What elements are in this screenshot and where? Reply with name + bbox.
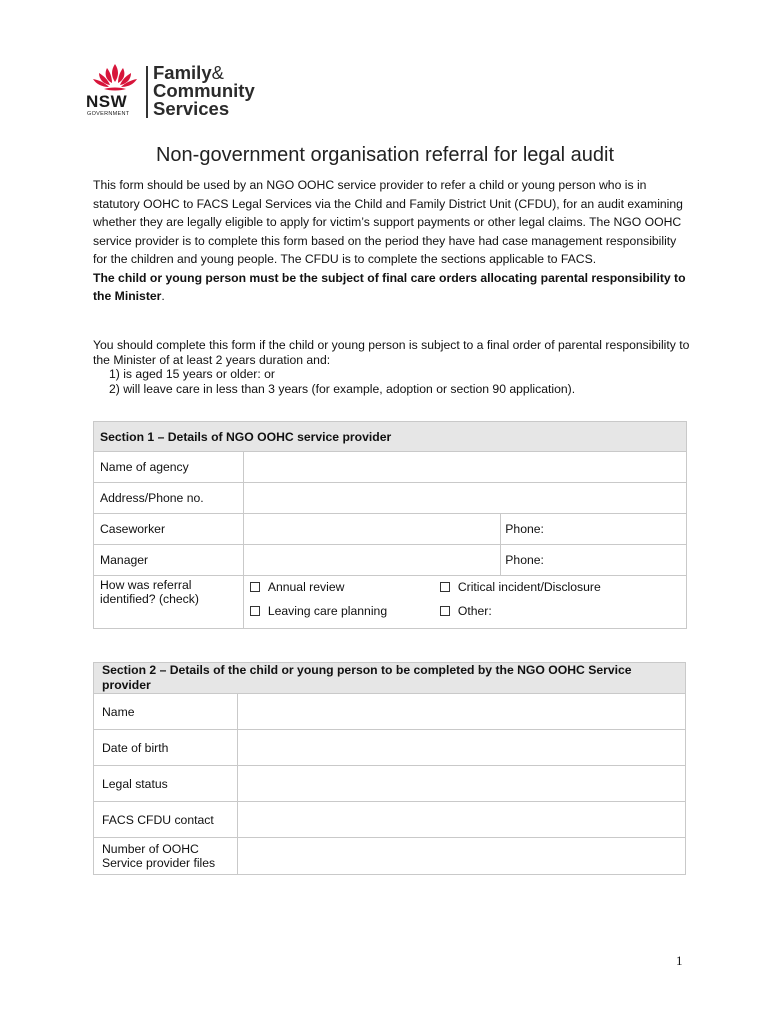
name-label: Name bbox=[94, 694, 238, 730]
checkbox[interactable] bbox=[250, 582, 260, 592]
nsw-fcs-logo bbox=[86, 62, 286, 122]
option-annual-review[interactable] bbox=[244, 580, 434, 604]
bold-period: . bbox=[161, 289, 165, 303]
phone-label: Phone: bbox=[505, 553, 544, 567]
option-label: Leaving care planning bbox=[267, 604, 388, 618]
option-label: Critical incident/Disclosure bbox=[457, 580, 601, 594]
page-number: 1 bbox=[676, 953, 683, 968]
facs-cfdu-contact-label: FACS CFDU contact bbox=[94, 802, 238, 838]
checkbox[interactable] bbox=[440, 582, 450, 592]
fcs-line-1: Family bbox=[153, 62, 212, 83]
legal-status-label: Legal status bbox=[94, 766, 238, 802]
nsw-wordmark: NSW bbox=[86, 92, 128, 111]
page-title: Non-government organisation referral for legal audit bbox=[155, 144, 615, 166]
criteria-item: 2) will leave care in less than 3 years (for example, adoption or section 90 application). bbox=[109, 381, 576, 396]
caseworker-label: Caseworker bbox=[94, 514, 244, 545]
government-wordmark: GOVERNMENT bbox=[87, 111, 130, 117]
date-of-birth-label: Date of birth bbox=[94, 730, 238, 766]
option-critical-incident[interactable] bbox=[434, 580, 686, 604]
name-field[interactable] bbox=[237, 694, 685, 730]
waratah-icon bbox=[90, 62, 140, 92]
option-other[interactable] bbox=[434, 604, 686, 628]
intro-paragraph: This form should be used by an NGO OOHC service provider to refer a child or young person who is in statutory OOHC to FACS Legal Services via the Child and Family District Unit (CFDU), for an audit examining whether they are legally eligible to apply for victim’s support payments or other legal claims. The NGO OOHC service provider is to complete this form based on the period they have had case management responsibility for the children and young people. The CFDU is to complete the sections applicable to FACS. bbox=[93, 178, 683, 266]
referral-options bbox=[244, 580, 686, 628]
manager-phone-field[interactable] bbox=[501, 545, 687, 576]
option-label: Annual review bbox=[267, 580, 345, 594]
name-of-agency-field[interactable] bbox=[243, 452, 686, 483]
caseworker-phone-field[interactable] bbox=[501, 514, 687, 545]
intro-text bbox=[93, 176, 693, 306]
checkbox[interactable] bbox=[250, 606, 260, 616]
intro-bold-statement bbox=[93, 269, 693, 306]
checkbox[interactable] bbox=[440, 606, 450, 616]
caseworker-field[interactable] bbox=[243, 514, 500, 545]
address-phone-label: Address/Phone no. bbox=[94, 483, 244, 514]
legal-status-field[interactable] bbox=[237, 766, 685, 802]
manager-label: Manager bbox=[94, 545, 244, 576]
section-1-table bbox=[93, 421, 687, 629]
criteria-item: 1) is aged 15 years or older: or bbox=[109, 367, 275, 381]
name-of-agency-label: Name of agency bbox=[94, 452, 244, 483]
logo-divider bbox=[146, 66, 148, 118]
section-1-heading: Section 1 – Details of NGO OOHC service provider bbox=[94, 422, 687, 452]
fcs-line-3: Services bbox=[153, 98, 230, 119]
phone-label: Phone: bbox=[505, 522, 544, 536]
fcs-line-2: Community bbox=[153, 80, 255, 101]
manager-field[interactable] bbox=[243, 545, 500, 576]
option-leaving-care[interactable] bbox=[244, 604, 434, 628]
facs-cfdu-contact-field[interactable] bbox=[237, 802, 685, 838]
oohc-files-field[interactable] bbox=[237, 838, 685, 875]
address-phone-field[interactable] bbox=[243, 483, 686, 514]
oohc-files-label: Number of OOHC Service provider files bbox=[94, 838, 238, 875]
section-2-table bbox=[93, 662, 686, 875]
criteria-text bbox=[93, 338, 693, 396]
criteria-lead: You should complete this form if the child or young person is subject to a final order of parental responsibility to the Minister of at least 2 years duration and: bbox=[93, 338, 690, 367]
referral-label: How was referral identified? (check) bbox=[94, 576, 244, 629]
bold-requirement: The child or young person must be the subject of final care orders allocating parental responsibility to the Minister bbox=[93, 270, 686, 303]
fcs-wordmark bbox=[153, 64, 255, 118]
fcs-ampersand: & bbox=[211, 62, 224, 83]
date-of-birth-field[interactable] bbox=[237, 730, 685, 766]
option-label: Other: bbox=[457, 604, 492, 618]
section-2-heading: Section 2 – Details of the child or young person to be completed by the NGO OOHC Service provider bbox=[94, 663, 686, 694]
